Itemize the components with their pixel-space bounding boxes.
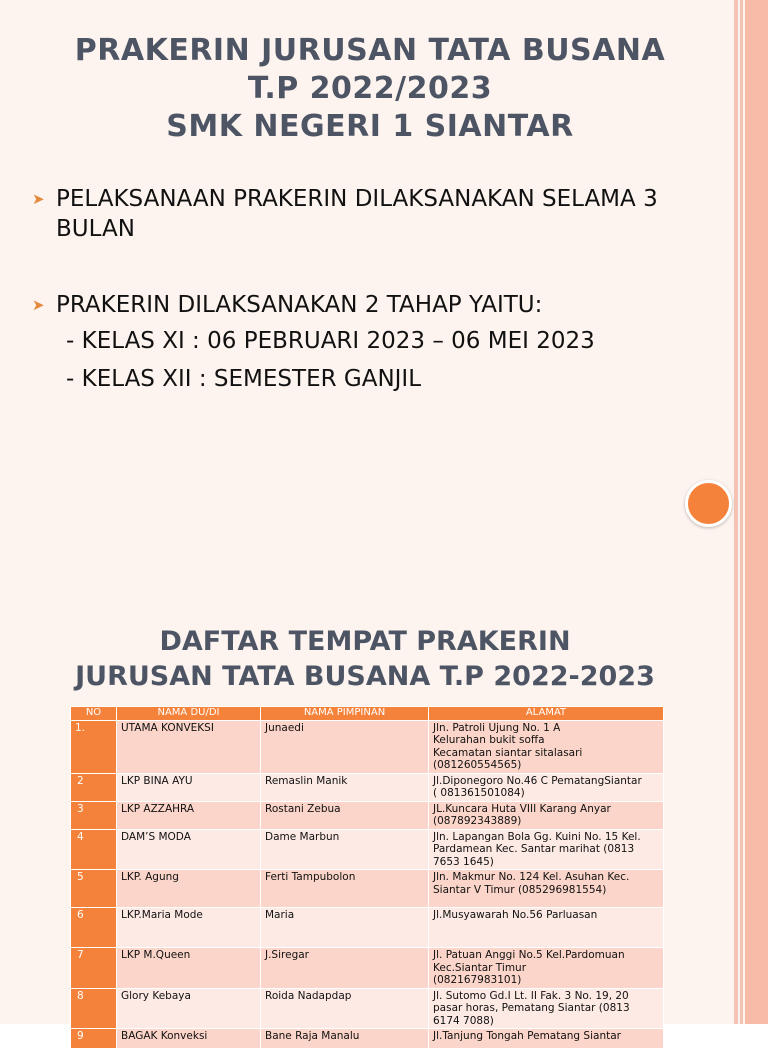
table-body: [71, 720, 664, 1049]
cell-nama-pimpinan: Dame Marbun: [261, 829, 429, 870]
decorative-stripes: [734, 0, 768, 512]
cell-nama-dudi: LKP.Maria Mode: [117, 908, 261, 948]
alamat-line: (087892343889): [433, 815, 522, 827]
cell-nama-dudi: BAGAK Konveksi: [117, 1029, 261, 1049]
cell-nama-pimpinan: Ferti Tampubolon: [261, 870, 429, 908]
table-row: [71, 720, 664, 773]
cell-nama-dudi: DAM’S MODA: [117, 829, 261, 870]
bullet-item: [32, 184, 732, 244]
cell-no: 5: [71, 870, 117, 908]
cell-nama-pimpinan: Maria: [261, 908, 429, 948]
title-line: T.P 2022/2023: [247, 71, 493, 106]
cell-nama-pimpinan: Bane Raja Manalu: [261, 1029, 429, 1049]
cell-no: 3: [71, 801, 117, 829]
decorative-circle: [685, 480, 732, 527]
title-line: PRAKERIN JURUSAN TATA BUSANA: [74, 33, 666, 68]
alamat-line: JL.Kuncara Huta VIII Karang Anyar: [433, 802, 611, 815]
alamat-line: Jl. Patuan Anggi No.5 Kel.Pardomuan: [433, 949, 625, 961]
prakerin-table: [70, 706, 664, 1049]
alamat-line: 6174 7088): [433, 1014, 494, 1027]
table-row: [71, 773, 664, 801]
cell-alamat: [429, 720, 664, 773]
table-header-row: [71, 707, 664, 721]
sub-item: - KELAS XII : SEMESTER GANJIL: [66, 366, 422, 392]
header-nama-dudi: NAMA DU/DI: [117, 707, 261, 721]
alamat-line: Jl. Sutomo Gd.I Lt. II Fak. 3 No. 19, 20: [433, 989, 629, 1002]
slide-title: [20, 624, 710, 694]
cell-nama-pimpinan: Junaedi: [261, 720, 429, 773]
alamat-line: Jln. Lapangan Bola Gg. Kuini No. 15 Kel.: [433, 830, 641, 843]
title-line: SMK NEGERI 1 SIANTAR: [166, 109, 574, 144]
cell-nama-pimpinan: Rostani Zebua: [261, 801, 429, 829]
table-row: [71, 801, 664, 829]
alamat-line: Pardamean Kec. Santar marihat (0813: [433, 843, 635, 855]
header-nama-pimpinan: NAMA PIMPINAN: [261, 707, 429, 721]
cell-alamat: [429, 829, 664, 870]
arrow-bullet-icon: ➤: [32, 296, 45, 314]
decorative-stripes: [734, 512, 768, 1024]
cell-alamat: [429, 908, 664, 948]
cell-nama-dudi: LKP BINA AYU: [117, 773, 261, 801]
cell-alamat: [429, 948, 664, 989]
cell-nama-dudi: Glory Kebaya: [117, 988, 261, 1029]
slide-2: [0, 512, 768, 1042]
cell-nama-dudi: LKP AZZAHRA: [117, 801, 261, 829]
alamat-line: Jl.Musyawarah No.56 Parluasan: [433, 909, 598, 921]
cell-alamat: [429, 1029, 664, 1049]
cell-no: 1.: [71, 720, 117, 773]
cell-no: 8: [71, 988, 117, 1029]
cell-alamat: [429, 801, 664, 829]
table-row: [71, 948, 664, 989]
alamat-line: 7653 1645): [433, 855, 494, 868]
sub-item: - KELAS XI : 06 PEBRUARI 2023 – 06 MEI 2023: [66, 328, 595, 354]
bullet-text: PRAKERIN DILAKSANAKAN 2 TAHAP YAITU:: [56, 292, 543, 318]
title-line: DAFTAR TEMPAT PRAKERIN: [159, 626, 571, 657]
header-alamat: ALAMAT: [429, 707, 664, 721]
cell-nama-dudi: LKP. Agung: [117, 870, 261, 908]
table-row: [71, 870, 664, 908]
alamat-line: Kec.Siantar Timur: [433, 961, 527, 974]
slide-1: [0, 0, 768, 512]
cell-no: 4: [71, 829, 117, 870]
alamat-line: Jln. Makmur No. 124 Kel. Asuhan Kec.: [433, 871, 630, 883]
cell-no: 7: [71, 948, 117, 989]
cell-nama-dudi: UTAMA KONVEKSI: [117, 720, 261, 773]
header-no: NO: [71, 707, 117, 721]
table-row: [71, 829, 664, 870]
title-line: JURUSAN TATA BUSANA T.P 2022-2023: [75, 661, 655, 692]
alamat-line: Jl.Diponegoro No.46 C PematangSiantar: [433, 774, 642, 787]
cell-nama-dudi: LKP M.Queen: [117, 948, 261, 989]
slide-title: [30, 32, 710, 146]
cell-alamat: [429, 988, 664, 1029]
cell-no: 6: [71, 908, 117, 948]
alamat-line: Kecamatan siantar sitalasari: [433, 746, 583, 759]
alamat-line: Jl.Tanjung Tongah Pematang Siantar: [433, 1030, 621, 1042]
alamat-line: Jln. Patroli Ujung No. 1 A: [433, 721, 561, 734]
alamat-line: pasar horas, Pematang Siantar (0813: [433, 1002, 630, 1014]
cell-no: 9: [71, 1029, 117, 1049]
table-row: [71, 1029, 664, 1049]
cell-alamat: [429, 773, 664, 801]
alamat-line: Siantar V Timur (085296981554): [433, 883, 607, 896]
bullet-text: PELAKSANAAN PRAKERIN DILAKSANAKAN SELAMA 3 BULAN: [56, 186, 658, 242]
alamat-line: (081260554565): [433, 759, 522, 771]
cell-alamat: [429, 870, 664, 908]
alamat-line: Kelurahan bukit soffa: [433, 734, 545, 746]
table-row: [71, 908, 664, 948]
cell-nama-pimpinan: Roida Nadapdap: [261, 988, 429, 1029]
cell-nama-pimpinan: Remaslin Manik: [261, 773, 429, 801]
arrow-bullet-icon: ➤: [32, 190, 45, 208]
cell-nama-pimpinan: J.Siregar: [261, 948, 429, 989]
alamat-line: (082167983101): [433, 974, 522, 986]
cell-no: 2: [71, 773, 117, 801]
alamat-line: ( 081361501084): [433, 787, 525, 799]
bullet-item: [32, 290, 732, 320]
table-row: [71, 988, 664, 1029]
